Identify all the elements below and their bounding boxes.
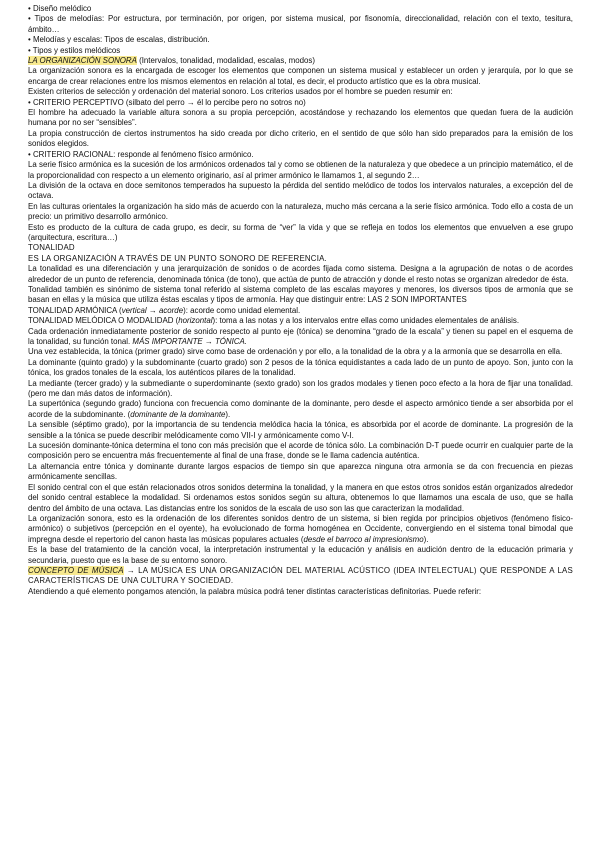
paragraph: La organización sonora es la encargada de escoger los elementos que componen un sistema musical y establecer un orden y jerarquía, por lo que se encarga de crear relaciones entre los mismos elementos en relación al total, es decir, el producto artístico que es la obra musical. (28, 66, 573, 86)
paragraph: La dominante (quinto grado) y la subdominante (cuarto grado) son 2 pesos de la tónica equidistantes a cada lado de un punto de apoyo. Son, junto con la tónica, los grados tonales de la escala, los auténticos pilares de la tonalidad. (28, 357, 573, 378)
text-run: TONALIDAD ARMÓNICA ( (28, 305, 122, 315)
paragraph: • CRITERIO RACIONAL: responde al fenómeno físico armónico. (28, 149, 254, 159)
paragraph: Esto es producto de la cultura de cada grupo, es decir, su forma de “ver” la vida y que se refleja en todos los elementos que envuelven a ese grupo (arquitectura, escritura…) (28, 222, 573, 242)
paragraph: La serie físico armónica es la sucesión de los armónicos ordenados tal y como se obtienen de la naturaleza y que obedece a un principio matemático, el de la proporcionalidad con respecto a un elemento originario, así al primer armónico le llamamos 1, al segundo 2… (28, 160, 573, 180)
paragraph (28, 327, 573, 348)
paragraph: El sonido central con el que están relacionados otros sonidos determina la tonalidad, y la manera en que estos otros sonidos están organizados alrededor del sonido central establece la modalidad. Si ordenamos estos sonidos según su altura, obtenemos lo que llamamos una escala de uso, que se halla dentro del ámbito de una octava. Las distancias entre los sonidos de la escala de uso son las que caracterizan la modalidad. (28, 482, 573, 513)
italic-text: vertical → acorde (121, 305, 184, 315)
paragraph: • Diseño melódico (28, 4, 92, 13)
paragraph: Atendiendo a qué elemento pongamos atención, la palabra música podrá tener distintas características definitorias. Puede referir: (28, 586, 482, 596)
paragraph (28, 316, 573, 326)
paragraph: Una vez establecida, la tónica (primer grado) sirve como base de ordenación y por ello, a la tonalidad de la obra y a la armonía que se desarrolla en ella. (28, 347, 563, 357)
paragraph (28, 56, 573, 66)
paragraph: • Tipos y estilos melódicos (28, 45, 121, 55)
paragraph: • CRITERIO PERCEPTIVO (silbato del perro → él lo percibe pero no sotros no) (28, 97, 306, 107)
paragraph: • Melodías y escalas: Tipos de escalas, distribución. (28, 35, 210, 45)
paragraph (28, 566, 573, 587)
text-run: La organización sonora, esto es la ordenación de los diferentes sonidos dentro de un sistema, si bien regida por principios objetivos (fenómeno físico-armónico) o subjetivos (percepción en el oyente), ha evolucionado de forma homogénea en Occidente, convergiendo en el sistema tonal bimodal que impregna desde el repertorio del canon hasta las músicas populares actuales ( (28, 513, 573, 544)
paragraph: La sensible (séptimo grado), por la importancia de su tendencia melódica hacia la tónica, es absorbida por el acorde de dominante. La progresión de la sensible a la tónica se puede describir melódicamente como VII-I y armónicamente como V-I. (28, 420, 573, 440)
paragraph: TONALIDAD (28, 243, 75, 253)
paragraph: La sucesión dominante-tónica determina el tono con más precisión que el acorde de tónica sólo. La combinación D-T puede ocurrir en cualquier parte de la composición pero se encuentra más frecuentemente al final de una frase, donde se le llama cadencia auténtica. (28, 441, 573, 461)
text-run: Cada ordenación inmediatamente posterior de sonido respecto al punto eje (tónica) se denomina “grado de la escala” y tienen su papel en el esquema de la tonalidad, su función tonal. (28, 326, 573, 346)
highlighted-heading: LA ORGANIZACIÓN SONORA (28, 56, 137, 66)
italic-text: desde el barroco al impresionismo (303, 534, 424, 544)
paragraph: El hombre ha adecuado la variable altura sonora a su propia percepción, acostándose y rechazando los elementos que quedan fuera de la audición humana por no ser “sensibles”. (28, 108, 573, 128)
paragraph (28, 306, 573, 316)
paragraph: Es la base del tratamiento de la canción vocal, la interpretación instrumental y la educación y análisis en audición dentro de la educación primaria y secundaria, puesto que es la base de su entorno sonoro. (28, 545, 573, 565)
paragraph: La alternancia entre tónica y dominante durante largos espacios de tiempo sin que aparezca ninguna otra armonía se da con frecuencia en piezas armónicamente sencillas. (28, 461, 573, 482)
paragraph (28, 399, 573, 420)
text-run: ): acorde como unidad elemental. (183, 305, 301, 315)
italic-text: MÁS IMPORTANTE → TÓNICA. (132, 337, 247, 346)
highlighted-heading: CONCEPTO DE MÚSICA (28, 565, 124, 575)
italic-text: dominante de la dominante (130, 409, 226, 419)
text-run: La supertónica (segundo grado) funciona con frecuencia como dominante de la dominante, pero desde el aspecto armónico tiende a ser absorbida por el acorde de la subdominante. ( (28, 399, 573, 419)
text-run: ). (423, 534, 429, 544)
paragraph: La mediante (tercer grado) y la submediante o superdominante (sexto grado) son los grados modales y tienen poco efecto a la hora de fijar una tonalidad. (pero me dan más datos de información). (28, 378, 573, 399)
text-run: TONALIDAD MELÓDICA O MODALIDAD ( (28, 316, 179, 326)
text-run: ). (225, 409, 231, 419)
document-page (28, 4, 573, 597)
italic-text: horizontal (178, 316, 213, 326)
paragraph: Existen criterios de selección y ordenación del material sonoro. Los criterios usados por el hombre se pueden resumir en: (28, 87, 453, 97)
paragraph: La propia construcción de ciertos instrumentos ha sido creada por dicho criterio, en el sentido de que sólo han sido preparados para la emisión de los sonidos elegidos. (28, 128, 573, 149)
paragraph (28, 514, 573, 545)
paragraph: • Tipos de melodías: Por estructura, por terminación, por origen, por sistema musical, por fisonomía, direccionalidad, relación con el texto, tesitura, ámbito… (28, 14, 573, 34)
text-run: → LA MÚSICA ES UNA ORGANIZACIÓN DEL MATERIAL ACÚSTICO (IDEA INTELECTUAL) QUE RESPONDE A LAS CARACTERÍSTICAS DE UNA CULTURA Y SOCIEDAD. (28, 565, 573, 586)
text-run: ): toma a las notas y a los intervalos entre ellas como unidades elementales de análisis. (212, 316, 520, 326)
paragraph: La división de la octava en doce semitonos temperados ha supuesto la pérdida del sentido melódico de todos los intervalos naturales, a excepción del de octava. (28, 180, 573, 201)
paragraph: En las culturas orientales la organización ha sido más de acuerdo con la naturaleza, mucho más cercana a la serie físico armónica. Todo ello a costa de un precio: un primitivo desarrollo armónico. (28, 201, 573, 222)
paragraph: La tonalidad es una diferenciación y una jerarquización de sonidos o de acordes fijada como sistema. Designa a la agrupación de notas o de acordes alrededor de un punto de referencia, denominada tónica (de tono), que actúa de punto de atracción y donde el resto notas se organizan alrededor de ésta. (28, 264, 573, 284)
paragraph: Tonalidad también es sinónimo de sistema tonal referido al sistema completo de las escalas mayores y menores, los diversos tipos de armonía que se basan en ellas y la música que utiliza éstas escalas y tipos de armonía. Hay que distinguir entre: LAS 2 SON IMPORTANTES (28, 284, 573, 305)
text-run: (Intervalos, tonalidad, modalidad, escalas, modos) (136, 56, 315, 66)
paragraph: ES LA ORGANIZACIÓN A TRAVÉS DE UN PUNTO SONORO DE REFERENCIA. (28, 253, 327, 263)
